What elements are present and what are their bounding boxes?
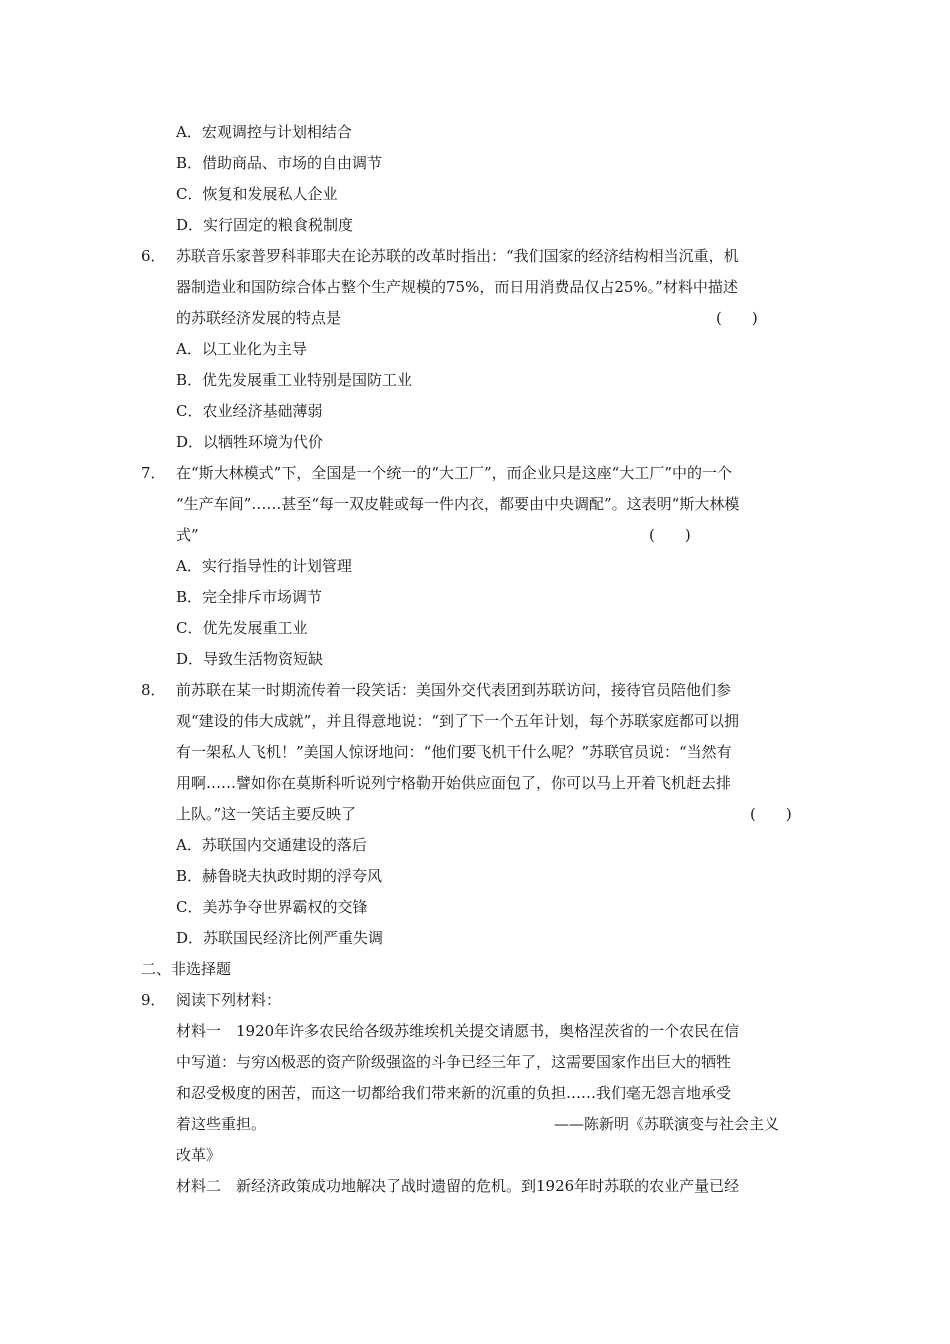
q7-stem-line: “生产车间”……甚至“每一双皮鞋或每一件内衣，都要由中央调配”。这表明“斯大林模 xyxy=(176,495,740,513)
q7-option-a: A．实行指导性的计划管理 xyxy=(176,557,352,575)
q9-material-one-line: 和忍受极度的困苦，而这一切都给我们带来新的沉重的负担……我们毫无怨言地承受 xyxy=(176,1084,732,1102)
q9-material-one-line: 材料一 1920年许多农民给各级苏维埃机关提交请愿书，奥格涅茨省的一个农民在信 xyxy=(176,1022,740,1040)
q6-number: 6． xyxy=(141,247,166,265)
q9-material-one-source-cont: 改革》 xyxy=(176,1146,222,1164)
q9-material-one-line: 中写道：与穷凶极恶的资产阶级强盗的斗争已经三年了，这需要国家作出巨大的牺牲 xyxy=(176,1053,732,1071)
q8-answer-bracket: ( ) xyxy=(750,805,792,823)
q7-option-c: C．优先发展重工业 xyxy=(176,619,308,637)
q9-material-one-line: 着这些重担。 xyxy=(176,1115,267,1133)
q7-stem-line: 在“斯大林模式”下，全国是一个统一的“大工厂”，而企业只是这座“大工厂”中的一个 xyxy=(176,464,733,482)
q5-option-b: B．借助商品、市场的自由调节 xyxy=(176,154,383,172)
q8-stem-line: 前苏联在某一时期流传着一段笑话：美国外交代表团到苏联访问，接待官员陪他们参 xyxy=(176,681,732,699)
q6-stem-line: 苏联音乐家普罗科菲耶夫在论苏联的改革时指出：“我们国家的经济结构相当沉重，机 xyxy=(176,247,739,265)
q6-option-d: D．以牺牲环境为代价 xyxy=(176,433,324,451)
q8-option-c: C．美苏争夺世界霸权的交锋 xyxy=(176,898,368,916)
q7-stem-line: 式” xyxy=(176,526,199,544)
q6-stem-line: 的苏联经济发展的特点是 xyxy=(176,309,342,327)
q9-material-one-source: ——陈新明《苏联演变与社会主义 xyxy=(554,1115,780,1133)
q8-option-d: D．苏联国民经济比例严重失调 xyxy=(176,929,384,947)
q8-stem-line: 上队。”这一笑话主要反映了 xyxy=(176,805,357,823)
q5-option-d: D．实行固定的粮食税制度 xyxy=(176,216,354,234)
section-heading: 二、非选择题 xyxy=(141,960,232,978)
q5-option-a: A．宏观调控与计划相结合 xyxy=(176,123,352,141)
q7-option-d: D．导致生活物资短缺 xyxy=(176,650,324,668)
q6-option-b: B．优先发展重工业特别是国防工业 xyxy=(176,371,413,389)
q8-stem-line: 用啊……譬如你在莫斯科听说列宁格勒开始供应面包了，你可以马上开着飞机赶去排 xyxy=(176,774,732,792)
q8-option-a: A．苏联国内交通建设的落后 xyxy=(176,836,367,854)
q7-option-b: B．完全排斥市场调节 xyxy=(176,588,323,606)
q7-answer-bracket: ( ) xyxy=(649,526,691,544)
q9-number: 9． xyxy=(141,991,166,1009)
q9-intro: 阅读下列材料： xyxy=(176,991,282,1009)
q8-number: 8． xyxy=(141,681,166,699)
q6-stem-line: 器制造业和国防综合体占整个生产规模的75%，而日用消费品仅占25%。”材料中描述 xyxy=(176,278,738,296)
q7-number: 7． xyxy=(141,464,166,482)
q8-stem-line: 观“建设的伟大成就”，并且得意地说：“到了下一个五年计划，每个苏联家庭都可以拥 xyxy=(176,712,740,730)
q9-material-two-line: 材料二 新经济政策成功地解决了战时遗留的危机。到1926年时苏联的农业产量已经 xyxy=(176,1177,740,1195)
q5-option-c: C．恢复和发展私人企业 xyxy=(176,185,338,203)
q6-option-c: C．农业经济基础薄弱 xyxy=(176,402,323,420)
q6-option-a: A．以工业化为主导 xyxy=(176,340,307,358)
q8-option-b: B．赫鲁晓夫执政时期的浮夸风 xyxy=(176,867,383,885)
q6-answer-bracket: ( ) xyxy=(716,309,758,327)
q8-stem-line: 有一架私人飞机！”美国人惊讶地问：“他们要飞机干什么呢？”苏联官员说：“当然有 xyxy=(176,743,732,761)
